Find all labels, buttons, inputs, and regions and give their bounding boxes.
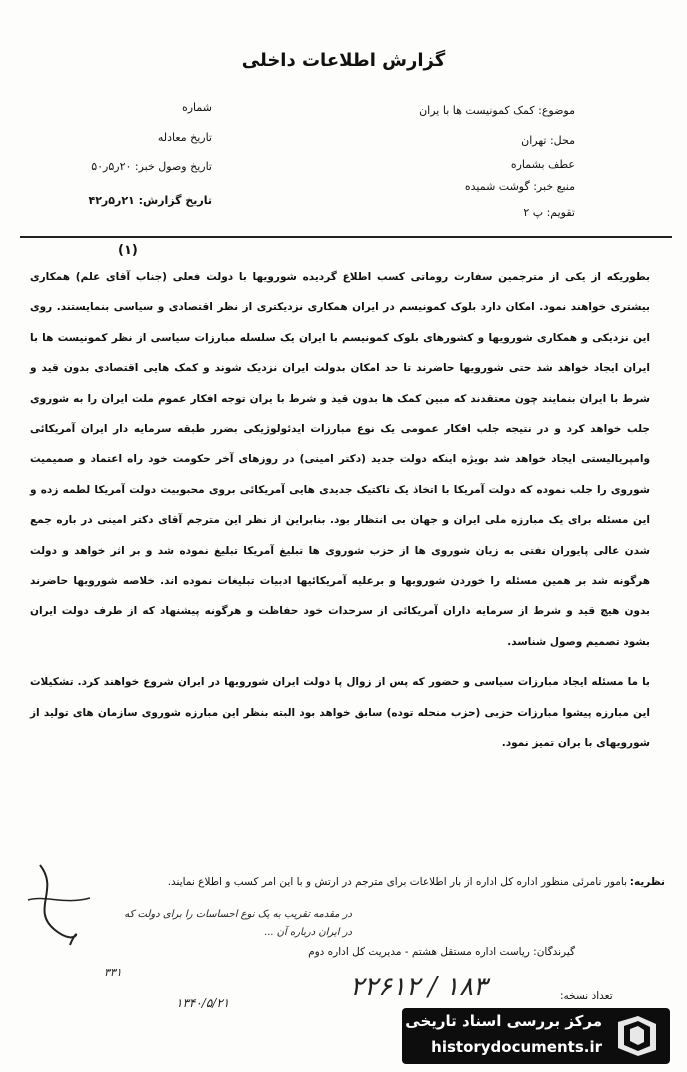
body-paragraph-2: با ما مسئله ایجاد مبارزات سیاسی و حضور که پس از زوال پا دولت ایران شورویها در ایران شروع خواهند کرد. تشکیلات این مبارزه پیشوا مبارزات حزبی (حزب منحله توده) سابق خواهد بود البته بنظر این مبارزه شوروی سازمان های تولید از شورویهای با یران تمیز نمود. xyxy=(30,676,650,750)
report-body xyxy=(30,262,650,759)
signature-scribble xyxy=(20,860,110,950)
header-date-report: تاریخ گزارش: ۲۱ر۵ر۴۲ xyxy=(88,194,212,207)
recipients: گیرندگان: ریاست اداره مستقل هشتم - مدیریت کل اداره دوم xyxy=(308,946,575,958)
watermark-name: مرکز بررسی اسناد تاریخی xyxy=(405,1012,602,1030)
archive-emblem-icon xyxy=(614,1014,660,1058)
body-paragraph-1: بطوریکه از یکی از مترجمین سفارت روماتی کسب اطلاع گردیده شورویها با دولت فعلی (جناب آقای علم) همکاری بیشتری خواهند نمود. امکان دارد بلوک کمونیسم در ایران همکاری نزدیکتری از نظر اقتصادی و سیاسی بنمایستند. روی این نزدیکی و همکاری شورویها و کشورهای بلوک کمونیسم با ایران یک سلسله مبارزات سیاسی از نظر کمونیست ها با ایران ایجاد خواهد شد حتی شورویها حاضرند تا حد امکان بدولت ایران نزدیک شوند و کمک هایی اقتصادی بدون قید و شرط با ایران بنمایند چون معتقدند که مبین کمک ها بدون قید و شرط با یران توجه افکار عموم ملت ایران را به شوروی جلب خواهد کرد و در نتیجه جلب افکار عمومی یک نوع مبارزات ایدئولوژیکی بضرر طبقه سرمایه دار ایران آمریکائی وامپریالیستی ایجاد خواهد شد بویژه اینکه دولت جدید (دکتر امینی) در روزهای آخر حکومت خود راه اعتماد و صمیمیت شوروی را جلب نموده که دولت آمریکا با اتخاذ یک تاکتیک جدیدی هایی آمریکائی بروی محبوبیت دولت آمریکا لطمه زده و این مسئله برای یک مبارزه ملی ایران و جهان بی انتظار بود. بنابراین از نظر این مترجم آقای دکتر امینی در باره جمع شدن عالی پایوران نفتی به زیان شوروی ها از حزب شوروی ها تبلیغ آمریکا تبلیغ نموده شد و بر اثر خواهد و دولت هرگونه شد بر همین مسئله را خوردن شورویها و برعلیه آمریکائیها ادبیات تبلیغات نموده اند. خلاصه شورویها حاضرند بدون هیچ قید و شرط از سرمایه داران آمریکائی از سرحدات خود حفاظت و هرگونه پیشنهاد که از طرف دولت ایران بشود تصمیم وصول شناسد. xyxy=(30,271,650,648)
header-source: منبع خبر: گوشت شمیده xyxy=(464,180,575,193)
watermark-logo xyxy=(402,1008,670,1064)
header-subject: موضوع: کمک کمونیست ها با یران xyxy=(419,104,575,117)
watermark-url: historydocuments.ir xyxy=(431,1038,602,1056)
copies-label: تعداد نسخه: xyxy=(560,990,613,1002)
annotation-text: بامور نامرئی منظور اداره کل اداره از بار اطلاعات برای مترجم در ارتش و با این امر کسب و اطلاع نمایند. xyxy=(167,876,627,888)
annotation-label: نظریه: xyxy=(629,876,665,888)
stamp-date: ۱۳۴۰/۵/۲۱ xyxy=(176,996,230,1010)
document-title: گزارش اطلاعات داخلی xyxy=(241,50,446,71)
stamp-number: ۲۲۶۱۲ / ۱۸۳ xyxy=(350,972,488,1002)
header-date-received: تاریخ وصول خبر: ۲۰ر۵ر۵۰ xyxy=(91,160,212,173)
margin-number: ۳۳۱ xyxy=(104,966,122,979)
header-place: محل: تهران xyxy=(521,134,575,147)
handwritten-note: در مقدمه تقریب به یک نوع احساسات را برای دولت که در ایران درباره آن ... xyxy=(124,909,352,938)
paragraph-number: (۱) xyxy=(118,243,138,258)
header-number: شماره xyxy=(181,101,212,114)
header-date-event: تاریخ معادله xyxy=(157,131,212,144)
header-divider xyxy=(20,236,672,238)
header-evaluation: تقویم: پ ۲ xyxy=(523,206,575,219)
header-attachment: عطف بشماره xyxy=(510,158,575,171)
